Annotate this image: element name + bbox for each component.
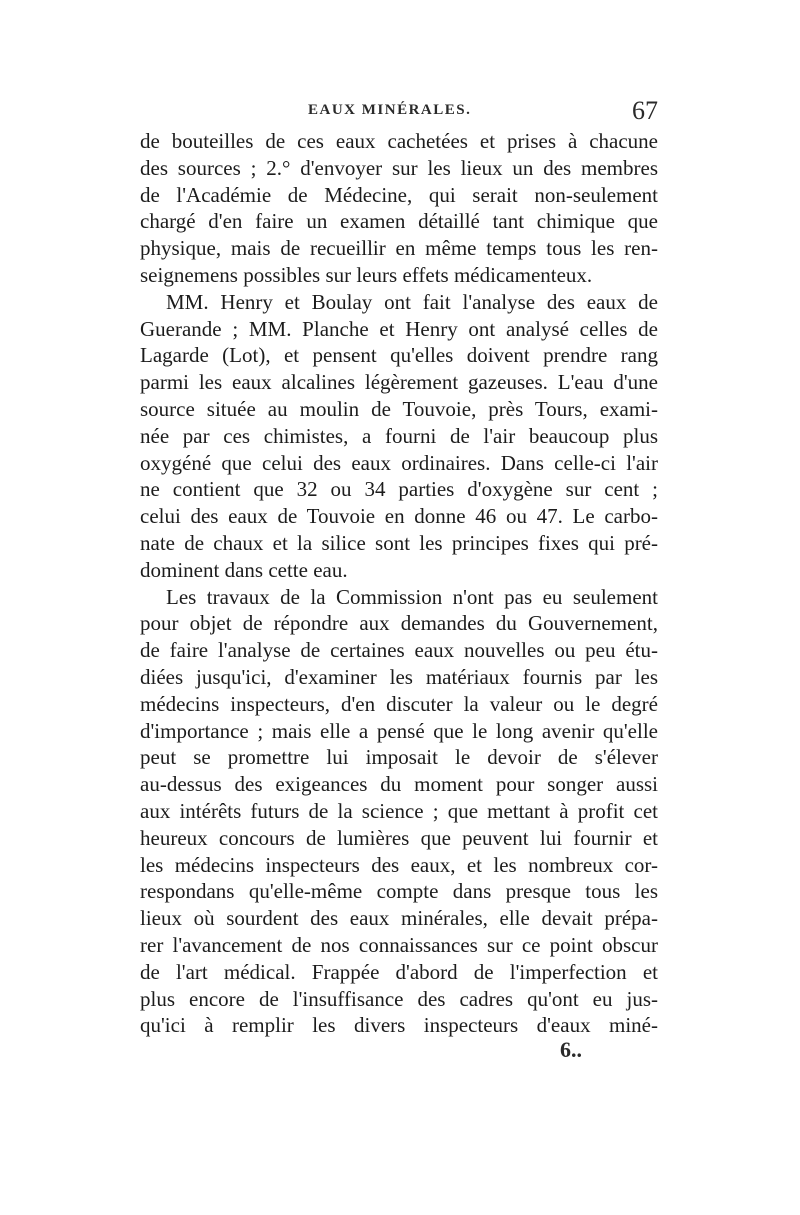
text-line: médecins inspecteurs, d'en discuter la valeur ou le degré [140, 691, 658, 716]
text-line: née par ces chimistes, a fourni de l'air beaucoup plus [140, 423, 658, 448]
text-line: parmi les eaux alcalines légèrement gazeuses. L'eau d'une [140, 370, 658, 395]
text-line: plus encore de l'insuffisance des cadres qu'ont eu jus- [140, 986, 658, 1011]
text-line: MM. Henry et Boulay ont fait l'analyse des eaux de [166, 289, 658, 314]
text-line: seignemens possibles sur leurs effets médicamenteux. [140, 262, 593, 287]
text-line: de l'Académie de Médecine, qui serait non-seulement [140, 182, 658, 207]
text-line: des sources ; 2.° d'envoyer sur les lieux un des membres [140, 155, 658, 180]
text-line: Les travaux de la Commission n'ont pas eu seulement [166, 584, 658, 609]
text-line: pour objet de répondre aux demandes du Gouvernement, [140, 611, 658, 636]
text-line: Lagarde (Lot), et pensent qu'elles doivent prendre rang [140, 343, 658, 368]
text-line: peut se promettre lui imposait le devoir de s'élever [140, 745, 658, 770]
text-line: lieux où sourdent des eaux minérales, elle devait prépa- [140, 906, 658, 931]
text-line: diées jusqu'ici, d'examiner les matériaux fournis par les [140, 664, 658, 689]
text-line: oxygéné que celui des eaux ordinaires. Dans celle-ci l'air [140, 450, 658, 475]
text-line: rer l'avancement de nos connaissances sur ce point obscur [140, 932, 658, 957]
text-line: dominent dans cette eau. [140, 557, 348, 582]
signature-mark: 6.. [560, 1037, 582, 1062]
text-line: aux intérêts futurs de la science ; que mettant à profit cet [140, 798, 658, 823]
page-number: 67 [632, 96, 658, 125]
body-text [140, 128, 658, 1039]
text-line: au-dessus des exigeances du moment pour songer aussi [140, 772, 658, 797]
text-line: Guerande ; MM. Planche et Henry ont analysé celles de [140, 316, 658, 341]
text-line: nate de chaux et la silice sont les principes fixes qui pré- [140, 530, 658, 555]
text-line: physique, mais de recueillir en même temps tous les ren- [140, 236, 658, 261]
text-line: respondans qu'elle-même compte dans presque tous les [140, 879, 658, 904]
page-header [140, 96, 658, 126]
text-line: les médecins inspecteurs des eaux, et les nombreux cor- [140, 852, 658, 877]
text-line: celui des eaux de Touvoie en donne 46 ou 47. Le carbo- [140, 504, 658, 529]
text-line: d'importance ; mais elle a pensé que le long avenir qu'elle [140, 718, 658, 743]
text-line: source située au moulin de Touvoie, près Tours, exami- [140, 396, 658, 421]
text-line: chargé d'en faire un examen détaillé tant chimique que [140, 209, 658, 234]
running-title: EAUX MINÉRALES. [308, 102, 472, 118]
text-line: de faire l'analyse de certaines eaux nouvelles ou peu étu- [140, 638, 658, 663]
text-line: de l'art médical. Frappée d'abord de l'imperfection et [140, 959, 658, 984]
text-line: heureux concours de lumières que peuvent lui fournir et [140, 825, 658, 850]
text-line: ne contient que 32 ou 34 parties d'oxygène sur cent ; [140, 477, 658, 502]
text-line: qu'ici à remplir les divers inspecteurs d'eaux miné- [140, 1013, 658, 1038]
text-line: de bouteilles de ces eaux cachetées et prises à chacune [140, 129, 658, 153]
